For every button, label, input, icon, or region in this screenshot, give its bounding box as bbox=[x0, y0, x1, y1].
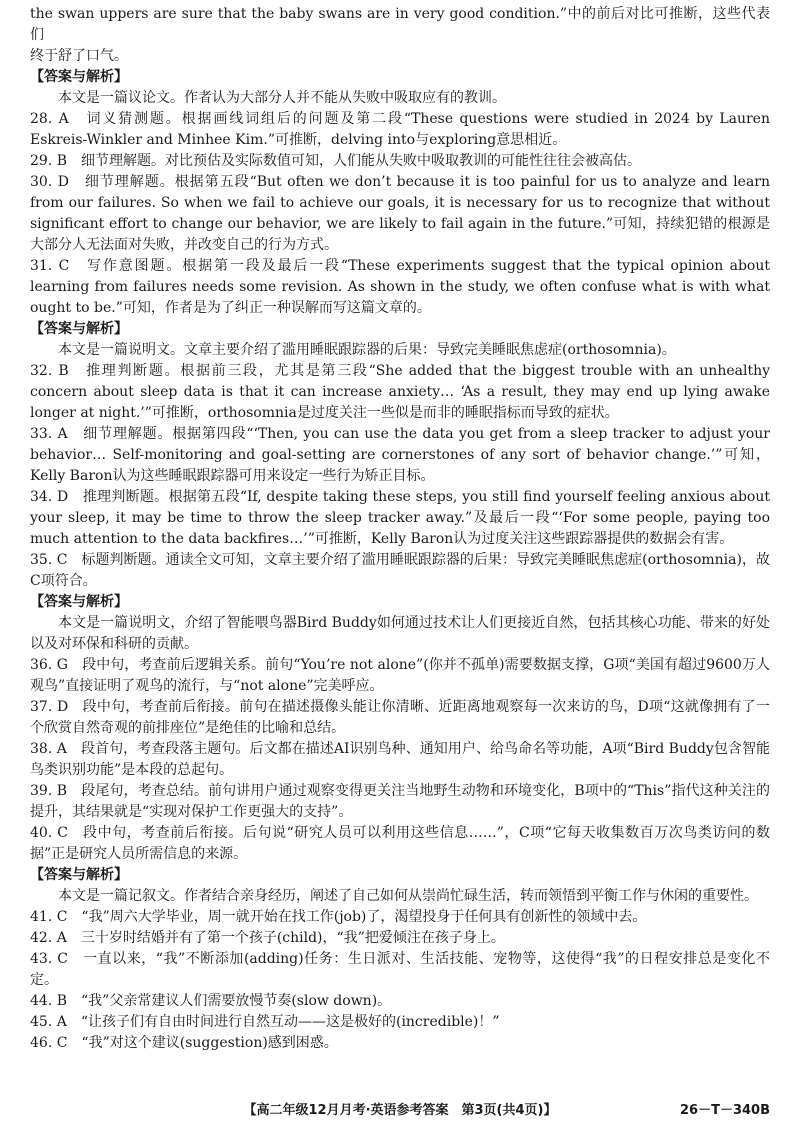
section-heading: 【答案与解析】 bbox=[30, 594, 128, 610]
intro-line-1: the swan uppers are sure that the baby swans are in very good condition.”中的前后对比可推断，这些代表们 bbox=[30, 6, 770, 43]
answer-item-35: 35. C 标题判断题。通读全文可知，文章主要介绍了滥用睡眠跟踪器的后果：导致完美睡眠焦虑症(orthosomnia)，故C项符合。 bbox=[30, 552, 770, 589]
answer-item-32: 32. B 推理判断题。根据前三段，尤其是第三段“She added that the biggest trouble with an unhealthy concern about sleep data is that it can increase anxiety… ‘As a result, they may end up lying awake longer at night.’”可推断，orthosomnia是过度关注一些似是而非的睡眠指标而导致的症状。 bbox=[30, 363, 770, 421]
footer-title: 【高二年级12月月考·英语参考答案 第3页(共4页)】 bbox=[243, 1103, 557, 1118]
section-heading: 【答案与解析】 bbox=[30, 69, 128, 85]
answer-item-29: 29. B 细节理解题。对比预估及实际数值可知，人们能从失败中吸取教训的可能性往往会被高估。 bbox=[30, 153, 642, 169]
section-summary: 本文是一篇说明文。文章主要介绍了滥用睡眠跟踪器的后果：导致完美睡眠焦虑症(orthosomnia)。 bbox=[58, 342, 676, 358]
answer-item-37: 37. D 段中句，考查前后衔接。前句在描述摄像头能让你清晰、近距离地观察每一次来访的鸟，D项“这就像拥有了一个欣赏自然奇观的前排座位”是绝佳的比喻和总结。 bbox=[30, 699, 770, 736]
section-summary: 本文是一篇记叙文。作者结合亲身经历，阐述了自己如何从崇尚忙碌生活，转而领悟到平衡工作与休闲的重要性。 bbox=[58, 888, 758, 904]
answer-item-45: 45. A “让孩子们有自由时间进行自然互动——这是极好的(incredible)！” bbox=[30, 1014, 500, 1030]
answer-item-41: 41. C “我”周六大学毕业，周一就开始在找工作(job)了，渴望投身于任何具有创新性的领域中去。 bbox=[30, 909, 647, 925]
answer-item-36: 36. G 段中句，考查前后逻辑关系。前句“You’re not alone”(你并不孤单)需要数据支撑，G项“美国有超过9600万人观鸟”直接证明了观鸟的流行，与“not alone”完美呼应。 bbox=[30, 657, 770, 694]
answer-item-33: 33. A 细节理解题。根据第四段“‘Then, you can use the data you get from a sleep tracker to adjust your behavior… Self-monitoring and goal-setting are cornerstones of any sort of behavior change.’”可知，Kelly Baron认为这些睡眠跟踪器可用来设定一些行为矫正目标。 bbox=[30, 426, 770, 484]
answer-item-28: 28. A 词义猜测题。根据画线词组后的问题及第二段“These questions were studied in 2024 by Lauren Eskreis-Winkler and Minhee Kim.”可推断，delving into与exploring意思相近。 bbox=[30, 111, 770, 148]
answer-item-40: 40. C 段中句，考查前后衔接。后句说“研究人员可以利用这些信息……”，C项“它每天收集数百万次鸟类访问的数据”正是研究人员所需信息的来源。 bbox=[30, 825, 770, 862]
answer-item-31: 31. C 写作意图题。根据第一段及最后一段“These experiments suggest that the typical opinion about learning from failures needs some revision. As shown in the study, we often confuse what is with what ought to be.”可知，作者是为了纠正一种误解而写这篇文章的。 bbox=[30, 258, 770, 316]
answer-item-34: 34. D 推理判断题。根据第五段“If, despite taking these steps, you still find yourself feeling anxious about your sleep, it may be time to throw the sleep tracker away.”及最后一段“‘For some people, paying too much attention to the data backfires…’”可推断，Kelly Baron认为过度关注这些跟踪器提供的数据会有害。 bbox=[30, 489, 770, 547]
answer-item-39: 39. B 段尾句，考查总结。前句讲用户通过观察变得更关注当地野生动物和环境变化，B项中的“This”指代这种关注的提升，其结果就是“实现对保护工作更强大的支持”。 bbox=[30, 783, 770, 820]
answer-item-30: 30. D 细节理解题。根据第五段“But often we don’t because it is too painful for us to analyze and learn from our failures. So when we fail to achieve our goals, it is necessary for us to recognize that without significant effort to change our behavior, we are likely to fail again in the future.”可知，持续犯错的根源是大部分人无法面对失败，并改变自己的行为方式。 bbox=[30, 174, 770, 253]
section-summary: 本文是一篇议论文。作者认为大部分人并不能从失败中吸取应有的教训。 bbox=[58, 90, 506, 106]
answer-item-46: 46. C “我”对这个建议(suggestion)感到困惑。 bbox=[30, 1035, 338, 1051]
section-heading: 【答案与解析】 bbox=[30, 321, 128, 337]
answer-item-42: 42. A 三十岁时结婚并有了第一个孩子(child)，“我”把爱倾注在孩子身上。 bbox=[30, 930, 505, 946]
answer-item-44: 44. B “我”父亲常建议人们需要放慢节奏(slow down)。 bbox=[30, 993, 392, 1009]
intro-line-2: 终于舒了口气。 bbox=[30, 48, 128, 64]
section-summary: 本文是一篇说明文，介绍了智能喂鸟器Bird Buddy如何通过技术让人们更接近自然，包括其核心功能、带来的好处以及对环保和科研的贡献。 bbox=[30, 615, 770, 652]
answer-item-38: 38. A 段首句，考查段落主题句。后文都在描述AI识别鸟种、通知用户、给鸟命名等功能，A项“Bird Buddy包含智能鸟类识别功能”是本段的总起句。 bbox=[30, 741, 770, 778]
answer-item-43: 43. C 一直以来，“我”不断添加(adding)任务：生日派对、生活技能、宠物等，这使得“我”的日程安排总是变化不定。 bbox=[30, 951, 770, 988]
footer-code: 26－T－340B bbox=[679, 1103, 770, 1118]
section-heading: 【答案与解析】 bbox=[30, 867, 128, 883]
